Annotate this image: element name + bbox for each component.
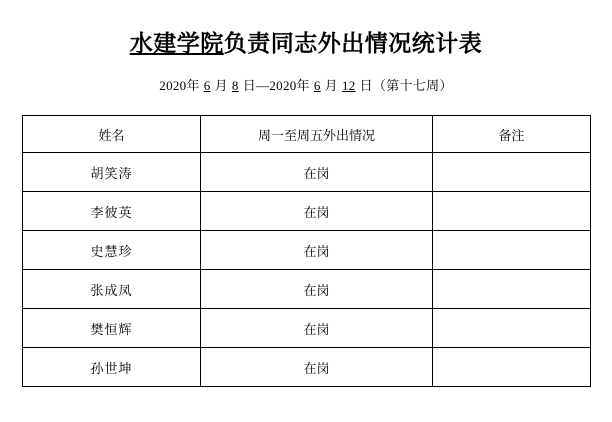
end-day: 12 (341, 77, 356, 93)
cell-status: 在岗 (201, 192, 433, 231)
cell-name: 孙世坤 (23, 348, 201, 387)
range-dash: — (256, 77, 270, 93)
cell-remark (433, 270, 591, 309)
cell-remark (433, 231, 591, 270)
cell-name: 胡笑涛 (23, 153, 201, 192)
column-header-status: 周一至周五外出情况 (201, 116, 433, 153)
cell-status: 在岗 (201, 348, 433, 387)
cell-remark (433, 192, 591, 231)
table-row (23, 192, 591, 231)
cell-name: 樊恒辉 (23, 309, 201, 348)
end-year: 2020 (269, 77, 297, 93)
month-label-end: 月 (324, 77, 338, 93)
end-month: 6 (313, 77, 321, 93)
week-note: （第十七周） (372, 77, 453, 93)
table-row (23, 153, 591, 192)
page-title (0, 0, 612, 58)
table-row (23, 348, 591, 387)
cell-remark (433, 348, 591, 387)
table-header-row (23, 116, 591, 153)
start-month: 6 (203, 77, 211, 93)
day-label-start: 日 (242, 77, 257, 93)
day-label-end: 日 (359, 77, 373, 93)
year-label-end: 年 (296, 77, 310, 93)
attendance-table (22, 115, 591, 387)
column-header-remark: 备注 (433, 116, 591, 153)
attendance-table-wrapper (22, 115, 590, 387)
cell-status: 在岗 (201, 270, 433, 309)
cell-name: 李彼英 (23, 192, 201, 231)
column-header-name: 姓名 (23, 116, 201, 153)
cell-name: 史慧珍 (23, 231, 201, 270)
year-label-start: 年 (186, 77, 200, 93)
date-range-line (0, 58, 612, 94)
table-row (23, 231, 591, 270)
table-row (23, 309, 591, 348)
cell-status: 在岗 (201, 153, 433, 192)
page-title-institute: 水建学院 (129, 31, 224, 56)
cell-status: 在岗 (201, 231, 433, 270)
month-label-start: 月 (214, 77, 228, 93)
table-row (23, 270, 591, 309)
cell-remark (433, 153, 591, 192)
cell-status: 在岗 (201, 309, 433, 348)
cell-remark (433, 309, 591, 348)
cell-name: 张成凤 (23, 270, 201, 309)
start-day: 8 (231, 77, 239, 93)
page-title-rest: 负责同志外出情况统计表 (223, 31, 483, 56)
start-year: 2020 (159, 77, 187, 93)
